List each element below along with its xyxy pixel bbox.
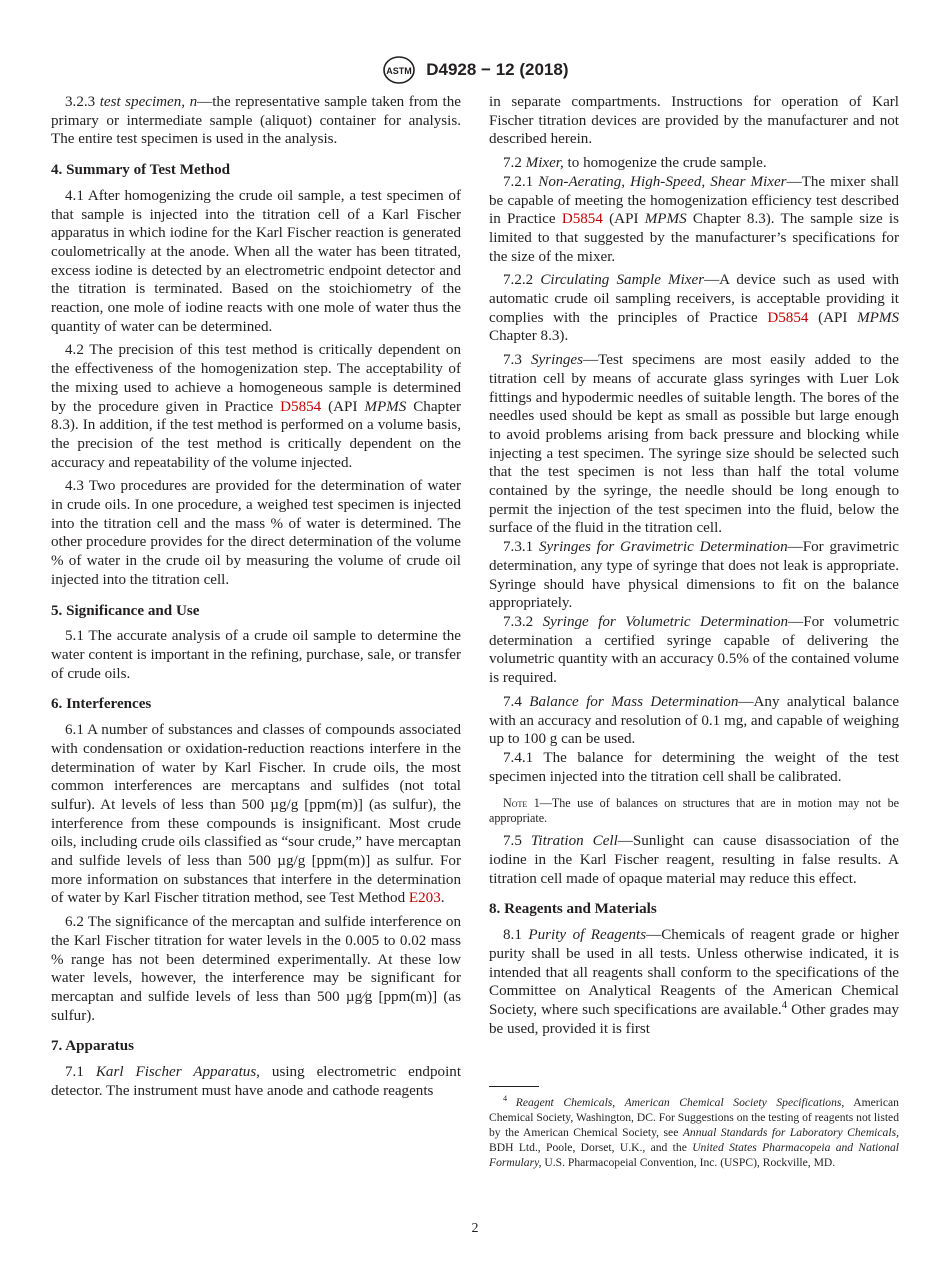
section-heading-4: 4. Summary of Test Method	[51, 162, 231, 179]
page-header	[0, 55, 950, 85]
paragraph-7-3-2: 7.3.2 Syringe for Volumetric Determination—For volumetric determination a certified syringe capable of delivering the volumetric quantity with an accuracy 0.5% of the contained volume is required.	[489, 613, 899, 687]
section-heading-8: 8. Reagents and Materials	[489, 901, 657, 918]
paragraph-7-1: 7.1 Karl Fischer Apparatus, using electrometric endpoint detector. The instrument must have anode and cathode reagents	[51, 1064, 462, 1099]
d5854-link[interactable]: D5854	[280, 398, 322, 415]
d5854-link[interactable]: D5854	[561, 211, 603, 228]
right-column	[489, 93, 899, 1175]
paragraph-4-3: 4.3 Two procedures are provided for the determination of water in crude oils. In one procedure, a weighed test specimen is injected into the titration cell and the mass % of water is determined. The other procedure provides for the direct determination of the volume % of water in the crude oil by measuring the volume of crude oil injected into the titration cell.	[51, 478, 461, 588]
section-heading-5: 5. Significance and Use	[51, 602, 200, 619]
astm-logo-icon	[382, 55, 416, 85]
footnote-4: $^4$ Reagent Chemicals, American Chemical Society Specifications, American Chemical Society, Washington, DC. For Suggestions on the testing of reagents not listed by the American Chemical Society, see Annual Standards for Laboratory Chemicals, BDH Ltd., Poole, Dorset, U.K., and the United States Pharmacopeia and National Formulary, U.S. Pharmacopeial Convention, Inc. (USPC), Rockville, MD.	[489, 1094, 900, 1170]
footnote-divider	[489, 1086, 539, 1087]
page-number: 2	[471, 1221, 479, 1236]
paragraph-4-1: 4.1 After homogenizing the crude oil sample, a test specimen of that sample is injected into the titration cell of a Karl Fischer apparatus in which iodine for the Karl Fischer reaction is generated coulometrically at the anode. When all the water has been titrated, excess iodine is detected by an electrometric endpoint detector and the titration is terminated. Based on the stoichiometry of the reaction, one mole of iodine reacts with one mole of water thus the quantity of water can be determined.	[51, 187, 461, 335]
footnote-ref-4[interactable]: 4	[781, 999, 787, 1011]
e203-link[interactable]: E203	[408, 890, 441, 907]
paragraph-7-4: 7.4 Balance for Mass Determination—Any analytical balance with an accuracy and resolution of 0.1 mg, and capable of weighing up to 100 g can be used.	[489, 693, 900, 748]
paragraph-6-2: 6.2 The significance of the mercaptan and sulfide interference on the Karl Fischer titration for water levels in the 0.005 to 0.02 mass % range has not been determined experimentally. At these low water levels, however, the interference may be significant for mercaptan and sulfide levels of less than 500 µg⁄g [ppm(m)] (as sulfur).	[51, 914, 461, 1024]
paragraph-7-4-1: 7.4.1 The balance for determining the weight of the test specimen injected into the titration cell shall be calibrated.	[489, 749, 899, 785]
paragraph-3-2-3: 3.2.3 test specimen, n—the representative sample taken from the primary or intermediate sample (aliquot) container for analysis. The entire test specimen is used in the analysis.	[51, 94, 461, 148]
paragraph-6-1: 6.1 A number of substances and classes of compounds associated with condensation or oxidation-reduction reactions interfere in the determination of water by Karl Fischer. In crude oils, the most common interferences are mercaptans and sulfides (not total sulfur). At levels of less than 500 µg/g [ppm(m)] (as sulfur), the interference from these compounds is insignificant. Most crude oils, including crude oils classified as “sour crude,” have mercaptan and sulfide levels of less than 500 µg/g [ppm(m)] as sulfur. For more information on substances that interfere in the determination of water by Karl Fischer titration method, see Test Method E203.	[51, 722, 461, 907]
paragraph-7-5: 7.5 Titration Cell—Sunlight can cause disassociation of the iodine in the Karl Fischer reagent, resulting in false results. A titration cell made of opaque material may reduce this effect.	[489, 833, 899, 887]
svg-text:ASTM: ASTM	[385, 66, 412, 76]
section-heading-6: 6. Interferences	[51, 696, 152, 713]
paragraph-7-2-1: 7.2.1 Non-Aerating, High-Speed, Shear Mixer—The mixer shall be capable of meeting the homogenization efficiency test described in Practice D5854 (API MPMS Chapter 8.3). The sample size is limited to that suggested by the manufacturer’s specifications for the size of the mixer.	[489, 173, 899, 265]
section-heading-7: 7. Apparatus	[51, 1038, 135, 1055]
paragraph-7-3-1: 7.3.1 Syringes for Gravimetric Determination—For gravimetric determination, any type of syringe that does not leak is appropriate. Syringe should have physical dimensions to fit on the balance appropriately.	[489, 539, 900, 612]
paragraph-7-2: 7.2 Mixer, to homogenize the crude sample.	[503, 155, 767, 172]
paragraph-4-2: 4.2 The precision of this test method is critically dependent on the effectiveness of the homogenization step. The acceptability of the mixing used to achieve a homogeneous sample is determined by the procedure given in Practice D5854 (API MPMS Chapter 8.3). In addition, if the test method is performed on a volume basis, the precision of the test method is critically dependent on the accuracy and repeatability of the volume injected.	[51, 342, 461, 471]
left-column	[51, 93, 461, 1105]
paragraph-7-2-2: 7.2.2 Circulating Sample Mixer—A device such as used with automatic crude oil sampling receivers, is acceptable providing it complies with the principles of Practice D5854 (API MPMS Chapter 8.3).	[489, 272, 899, 345]
standard-designation: D4928 − 12 (2018)	[426, 60, 569, 79]
paragraph-8-1: 8.1 Purity of Reagents—Chemicals of reagent grade or higher purity shall be used in all tests. Unless otherwise indicated, it is intended that all reagents shall conform to the specifications of the Committee on Analytical Reagents of the American Chemical Society, where such specifications are available.$^4$ Other grades may be used, provided it is first	[489, 927, 900, 1037]
d5854-link[interactable]: D5854	[767, 309, 809, 326]
paragraph-5-1: 5.1 The accurate analysis of a crude oil sample to determine the water content is important in the refining, purchase, sale, or transfer of crude oils.	[51, 628, 461, 682]
paragraph-7-3: 7.3 Syringes—Test specimens are most easily added to the titration cell by means of accurate glass syringes with Luer Lok fittings and hypodermic needles of suitable length. The bores of the needles used should be kept as small as possible but large enough to avoid problems arising from back pressure and blocking while injecting a test specimen. The syringe size should be selected such that the test specimen is not less than half the total volume contained by the syringe, the needle should be long enough to permit the injection of the test specimen into the fluid, below the surface of the fluid in the titration cell.	[489, 352, 899, 537]
paragraph-7-1-continued: in separate compartments. Instructions for operation of Karl Fischer titration devices are provided by the manufacturer and not described herein.	[489, 94, 899, 148]
note-1: Note 1—The use of balances on structures that are in motion may not be appropriate.	[489, 796, 899, 826]
